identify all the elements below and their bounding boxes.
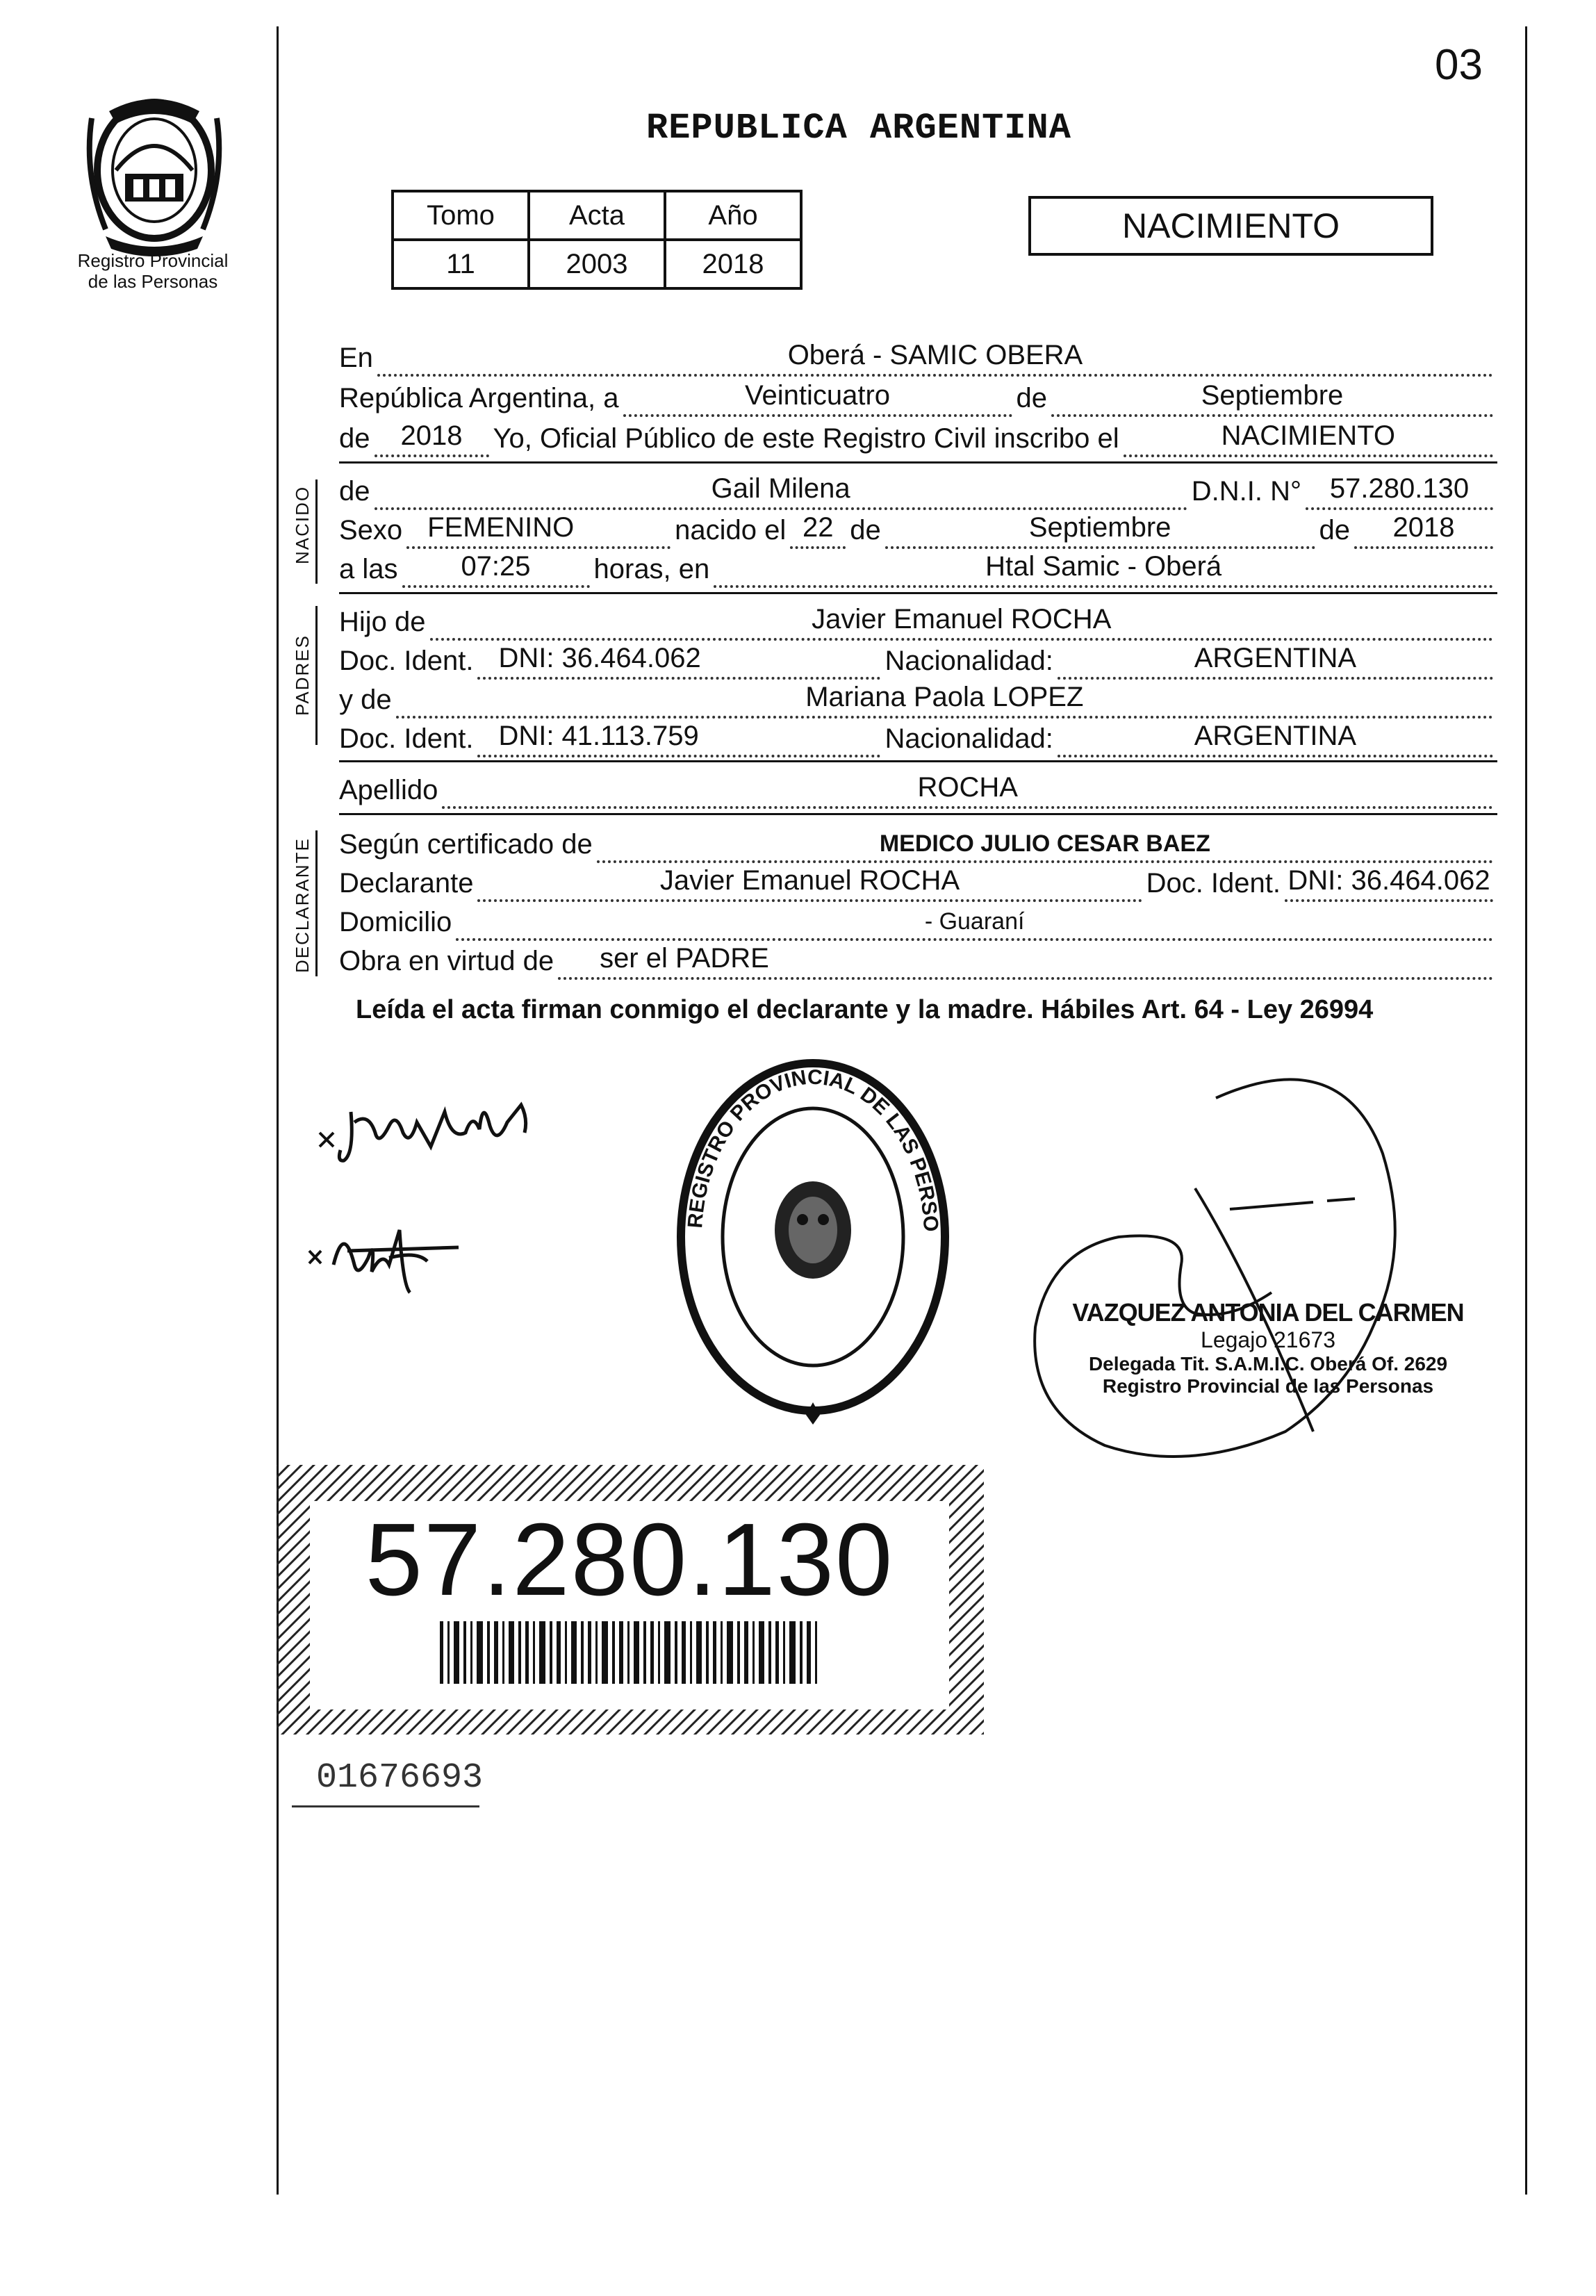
mother-nationality-label: Nacionalidad:	[885, 723, 1053, 754]
official-office: Registro Provincial de las Personas	[1102, 1375, 1434, 1397]
padres-rule	[315, 606, 318, 745]
sexo-value: FEMENINO	[427, 512, 575, 543]
cert-value: MEDICO JULIO CESAR BAEZ	[879, 830, 1210, 857]
acta-header: Acta	[529, 191, 665, 240]
father-doc-row	[339, 641, 1497, 680]
surname-value: ROCHA	[917, 772, 1018, 803]
separator-3	[339, 760, 1497, 762]
year-de-label: de	[339, 423, 370, 454]
domicile-value: - Guaraní	[924, 908, 1025, 935]
cert-label: Según certificado de	[339, 829, 593, 860]
name-row	[339, 471, 1497, 510]
tomo-value: 11	[393, 240, 529, 288]
en-label: En	[339, 343, 373, 373]
document-number: 57.280.130	[365, 1502, 894, 1617]
declarant-doc-label: Doc. Ident.	[1146, 868, 1281, 899]
mother-signature	[306, 1209, 472, 1306]
act-type-box: NACIMIENTO	[1028, 196, 1433, 256]
nacido-side-label: NACIDO	[292, 485, 313, 564]
nacido-rule	[315, 479, 318, 584]
certificate-row	[339, 824, 1497, 863]
birth-day: 22	[803, 512, 834, 543]
day-words-value: Veinticuatro	[744, 380, 891, 411]
year-value: 2018	[400, 420, 463, 451]
right-margin-rule	[1525, 26, 1527, 2195]
sex-row	[339, 510, 1497, 549]
official-legajo: Legajo 21673	[1201, 1327, 1335, 1352]
month-value: Septiembre	[1201, 380, 1344, 411]
stamp-text: REGISTRO PROVINCIAL DE LAS PERSO	[684, 1065, 943, 1233]
registry-table	[391, 190, 803, 290]
logo-caption	[42, 250, 264, 292]
birth-year: 2018	[1392, 512, 1455, 543]
time-row	[339, 549, 1497, 588]
declarant-doc: DNI: 36.464.062	[1288, 865, 1490, 896]
separator-2	[339, 592, 1497, 594]
y-de-label: y de	[339, 684, 392, 715]
nacido-de-label-3: de	[1319, 515, 1350, 546]
reading-note: Leída el acta firman conmigo el declarante y la madre. Hábiles Art. 64 - Ley 26994	[356, 995, 1374, 1024]
stamp-emblem-icon	[775, 1181, 851, 1279]
country-heading: REPUBLICA ARGENTINA	[646, 108, 1071, 149]
declarante-rule	[315, 830, 318, 976]
domicilio-label: Domicilio	[339, 907, 452, 937]
mother-doc-label: Doc. Ident.	[339, 723, 474, 754]
declarant-name: Javier Emanuel ROCHA	[659, 865, 960, 896]
birth-place: Htal Samic - Oberá	[985, 551, 1222, 582]
separator-4	[339, 813, 1497, 815]
country-label: República Argentina, a	[339, 383, 619, 413]
mother-doc: DNI: 41.113.759	[498, 721, 699, 751]
mother-nationality: ARGENTINA	[1194, 721, 1357, 751]
hijo-de-label: Hijo de	[339, 607, 426, 637]
mother-name: Mariana Paola LOPEZ	[805, 682, 1084, 712]
act-word-value: NACIMIENTO	[1221, 420, 1396, 451]
place-value: Oberá - SAMIC OBERA	[787, 340, 1083, 370]
declarant-row	[339, 863, 1497, 902]
father-doc-label: Doc. Ident.	[339, 646, 474, 676]
birth-time: 07:25	[461, 551, 531, 582]
serial-number: 01676693	[316, 1758, 484, 1798]
acta-value: 2003	[529, 240, 665, 288]
father-doc: DNI: 36.464.062	[498, 643, 701, 673]
father-nationality-label: Nacionalidad:	[885, 646, 1053, 676]
logo-caption-line1: Registro Provincial	[77, 250, 229, 271]
date-row	[339, 378, 1497, 417]
official-name: VAZQUEZ ANTONIA DEL CARMEN	[1072, 1298, 1464, 1327]
nacido-de-label: de	[339, 476, 370, 507]
child-name: Gail Milena	[711, 473, 850, 504]
dni-label: D.N.I. N°	[1191, 476, 1301, 507]
de-label: de	[1016, 383, 1047, 413]
obra-label: Obra en virtud de	[339, 946, 554, 976]
anio-value: 2018	[665, 240, 801, 288]
logo-caption-line2: de las Personas	[88, 271, 218, 292]
nacido-el-label: nacido el	[675, 515, 787, 546]
statement-row	[339, 418, 1497, 457]
obra-row	[339, 941, 1497, 980]
official-stamp	[664, 1049, 962, 1438]
apellido-label: Apellido	[339, 775, 438, 805]
father-name: Javier Emanuel ROCHA	[812, 604, 1112, 634]
birth-month: Septiembre	[1028, 512, 1171, 543]
place-row	[339, 338, 1497, 377]
sexo-label: Sexo	[339, 515, 403, 546]
mother-doc-row	[339, 719, 1497, 757]
declarante-side-label: DECLARANTE	[292, 837, 313, 973]
province-logo	[78, 90, 231, 257]
domicile-row	[339, 902, 1497, 941]
document-number-label	[277, 1465, 984, 1735]
declarant-signature	[313, 1084, 542, 1167]
page-number: 03	[1435, 41, 1483, 89]
mother-row	[339, 680, 1497, 719]
serial-underline	[292, 1805, 479, 1807]
tomo-header: Tomo	[393, 191, 529, 240]
left-margin-rule	[277, 26, 279, 2195]
horas-label: horas, en	[593, 554, 710, 584]
surname-row	[339, 770, 1497, 809]
anio-header: Año	[665, 191, 801, 240]
separator-1	[339, 461, 1497, 464]
barcode-icon	[440, 1621, 817, 1684]
nacido-de-label-2: de	[850, 515, 881, 546]
a-las-label: a las	[339, 554, 398, 584]
father-nationality: ARGENTINA	[1194, 643, 1357, 673]
obra-value: ser el PADRE	[600, 943, 769, 974]
official-role: Delegada Tit. S.A.M.I.C. Oberá Of. 2629	[1088, 1353, 1448, 1375]
declarante-label: Declarante	[339, 868, 474, 899]
official-signature	[1021, 1015, 1508, 1487]
father-row	[339, 602, 1497, 641]
statement-text: Yo, Oficial Público de este Registro Civil inscribo el	[493, 423, 1119, 454]
child-dni: 57.280.130	[1329, 473, 1470, 504]
padres-side-label: PADRES	[292, 634, 313, 716]
